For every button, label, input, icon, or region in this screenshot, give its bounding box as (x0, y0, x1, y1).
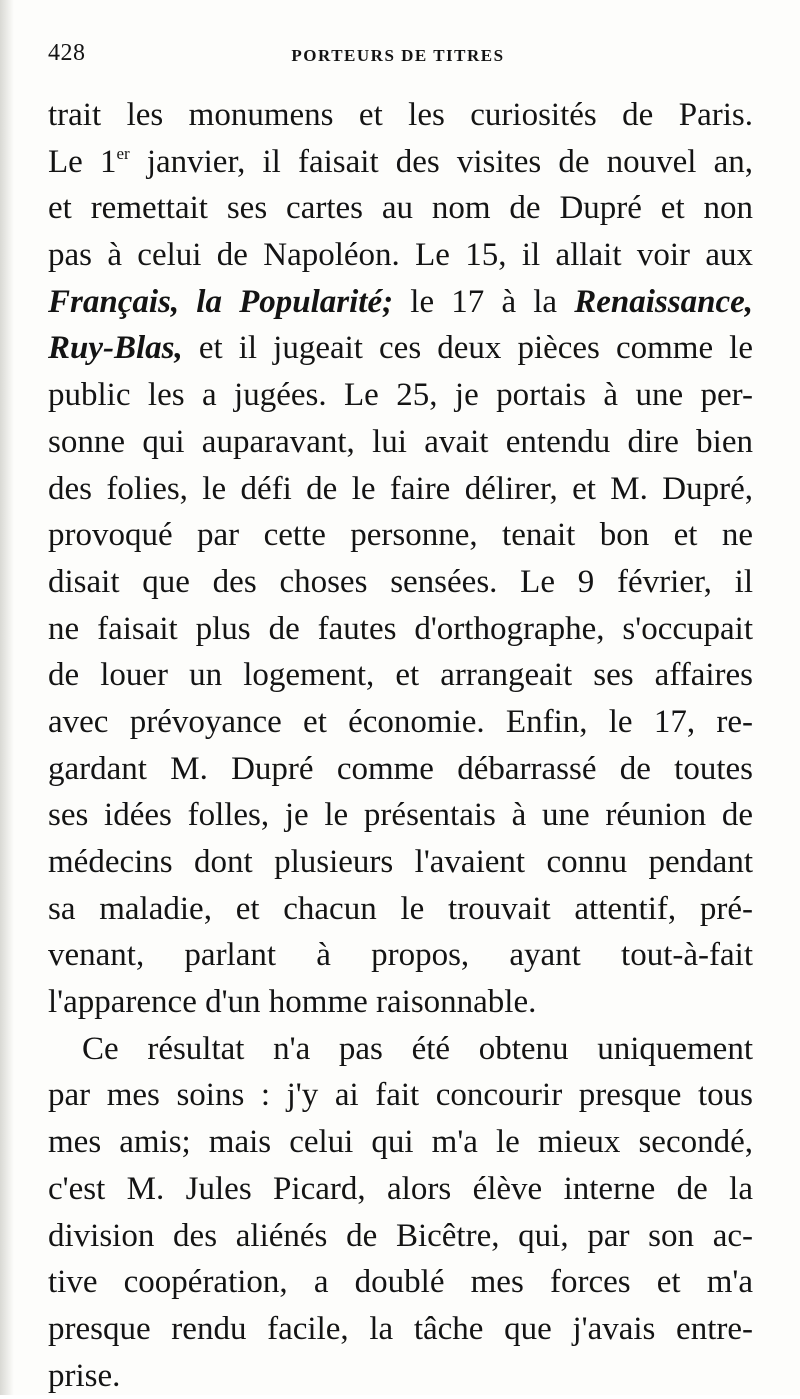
text-line: division des aliénés de Bicêtre, qui, par son ac- (48, 1217, 753, 1254)
text-run: janvier, il faisait des visites de nouvel an, (129, 143, 753, 180)
text-line: mes amis; mais celui qui m'a le mieux secondé, (48, 1124, 753, 1161)
text-line: pas à celui de Napoléon. Le 15, il allait voir aux (48, 237, 753, 274)
text-line: et remettait ses cartes au nom de Dupré et non (48, 190, 753, 227)
text-line: provoqué par cette personne, tenait bon et ne (48, 517, 753, 554)
text-line: avec prévoyance et économie. Enfin, le 17, re- (48, 703, 753, 740)
text-line: Ce résultat n'a pas été obtenu uniquement (82, 1030, 753, 1067)
italic-title: Ruy-Blas, (48, 330, 183, 367)
page-number: 428 (48, 40, 86, 66)
page-header (48, 40, 748, 74)
text-line: médecins dont plusieurs l'avaient connu pendant (48, 844, 753, 880)
text-line: gardant M. Dupré comme débarrassé de toutes (48, 750, 753, 787)
text-line (48, 279, 753, 326)
text-line: trait les monumens et les curiosités de Paris. (48, 97, 753, 133)
paragraph-2 (48, 1026, 753, 1399)
running-title: PORTEURS DE TITRES (291, 46, 505, 65)
body-text (48, 92, 753, 1399)
text-line: venant, parlant à propos, ayant tout-à-fait (48, 937, 753, 974)
text-line: sonne qui auparavant, lui avait entendu dire bien (48, 423, 753, 460)
text-line: presque rendu facile, la tâche que j'avais entre- (48, 1310, 753, 1347)
italic-title: Renaissance, (574, 283, 754, 320)
text-line: sa maladie, et chacun le trouvait attentif, pré- (48, 890, 753, 927)
text-run: et il jugeait ces deux pièces comme le (182, 330, 753, 367)
text-line (48, 325, 753, 372)
gutter-shadow (0, 0, 14, 1395)
text-line: des folies, le défi de le faire délirer, et M. Dupré, (48, 470, 753, 507)
italic-title: Français, la Popularité; (48, 283, 394, 320)
text-line: prise. (48, 1357, 121, 1394)
text-line: disait que des choses sensées. Le 9 février, il (48, 563, 753, 600)
text-line: ne faisait plus de fautes d'orthographe, s'occupait (48, 610, 753, 647)
text-line: c'est M. Jules Picard, alors élève interne de la (48, 1170, 753, 1207)
text-line: tive coopération, a doublé mes forces et m'a (48, 1264, 753, 1301)
text-line: ses idées folles, je le présentais à une réunion de (48, 797, 753, 834)
text-run: Le 1 (48, 143, 117, 180)
paragraph-1 (48, 92, 753, 1026)
ordinal-superscript: er (116, 143, 130, 163)
text-line: de louer un logement, et arrangeait ses affaires (48, 657, 753, 694)
text-line: par mes soins : j'y ai fait concourir presque tous (48, 1077, 753, 1114)
text-run: le 17 à la (393, 283, 575, 320)
text-line (48, 139, 753, 186)
text-line: l'apparence d'un homme raisonnable. (48, 984, 537, 1021)
text-line: public les a jugées. Le 25, je portais à une per- (48, 377, 753, 414)
